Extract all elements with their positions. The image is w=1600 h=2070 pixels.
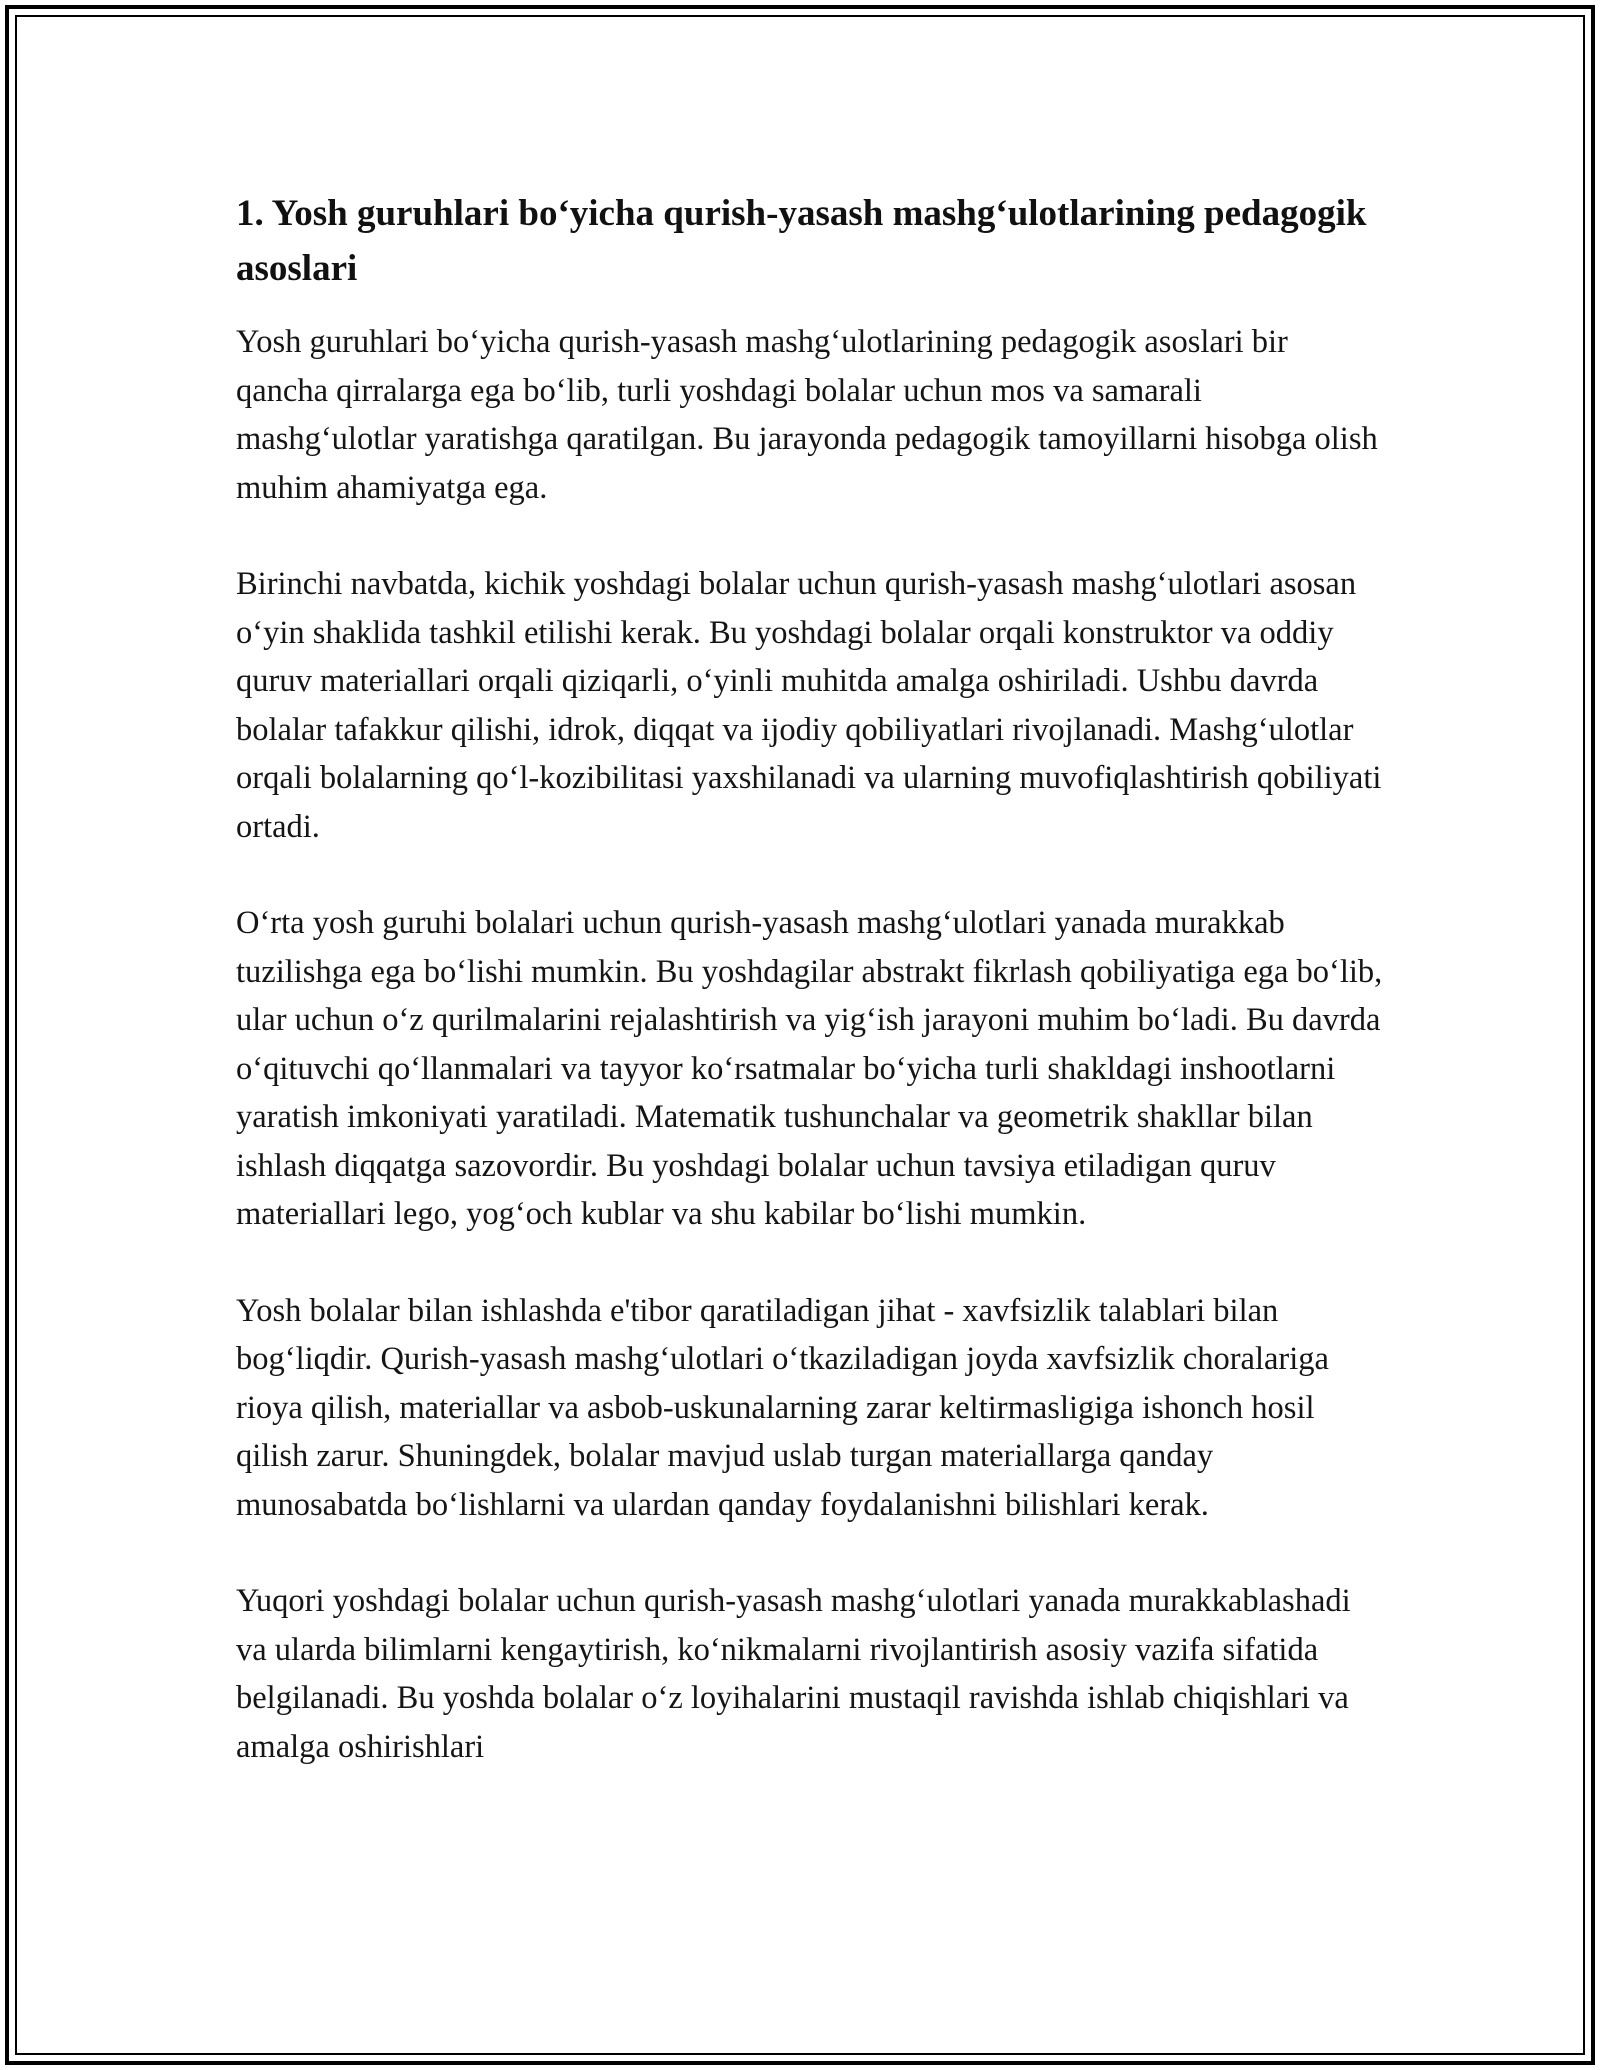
section-heading: 1. Yosh guruhlari bo‘yicha qurish-yasash mashg‘ulotlarining pedagogik asoslari (236, 193, 1367, 289)
paragraph-safety: Yosh bolalar bilan ishlashda e'tibor qaratiladigan jihat - xavfsizlik talablari bilan bog‘liqdir. Qurish-yasash mashg‘ulotlari o‘tkaziladigan joyda xavfsizlik choralariga rioya qilish, materiallar va asbob-uskunalarning zarar keltirmasligiga ishonch hosil qilish zarur. Shuningdek, bolalar mavjud uslab turgan materiallarga qanday munosabatda bo‘lishlarni va ulardan qanday foydalanishni bilishlari kerak. (236, 1292, 1329, 1523)
paragraph-older-group: Yuqori yoshdagi bolalar uchun qurish-yasash mashg‘ulotlari yanada murakkablashadi va ularda bilimlarni kengaytirish, ko‘nikmalarni rivojlantirish asosiy vazifa sifatida belgilanadi. Bu yoshda bolalar o‘z loyihalarini mustaqil ravishda ishlab chiqishlari va amalga oshirishlari (236, 1583, 1351, 1765)
paragraph-younger-group: Birinchi navbatda, kichik yoshdagi bolalar uchun qurish-yasash mashg‘ulotlari asosan o‘yin shaklida tashkil etilishi kerak. Bu yoshdagi bolalar orqali konstruktor va oddiy quruv materiallari orqali qiziqarli, o‘yinli muhitda amalga oshiriladi. Ushbu davrda bolalar tafakkur qilishi, idrok, diqqat va ijodiy qobiliyatlari rivojlanadi. Mashg‘ulotlar orqali bolalarning qo‘l-kozibilitasi yaxshilanadi va ularning muvofiqlashtirish qobiliyati ortadi. (236, 566, 1382, 845)
paragraph-middle-group: O‘rta yosh guruhi bolalari uchun qurish-yasash mashg‘ulotlari yanada murakkab tuzilishga ega bo‘lishi mumkin. Bu yoshdagilar abstrakt fikrlash qobiliyatiga ega bo‘lib, ular uchun o‘z qurilmalarini rejalashtirish va yig‘ish jarayoni muhim bo‘ladi. Bu davrda o‘qituvchi qo‘llanmalari va tayyor ko‘rsatmalar bo‘yicha turli shakldagi inshootlarni yaratish imkoniyati yaratiladi. Matematik tushunchalar va geometrik shakllar bilan ishlash diqqatga sazovordir. Bu yoshdagi bolalar uchun tavsiya etiladigan quruv materiallari lego, yog‘och kublar va shu kabilar bo‘lishi mumkin. (236, 905, 1383, 1232)
document-body (236, 186, 1386, 1819)
paragraph-intro: Yosh guruhlari bo‘yicha qurish-yasash mashg‘ulotlarining pedagogik asoslari bir qancha qirralarga ega bo‘lib, turli yoshdagi bolalar uchun mos va samarali mashg‘ulotlar yaratishga qaratilgan. Bu jarayonda pedagogik tamoyillarni hisobga olish muhim ahamiyatga ega. (236, 324, 1378, 506)
